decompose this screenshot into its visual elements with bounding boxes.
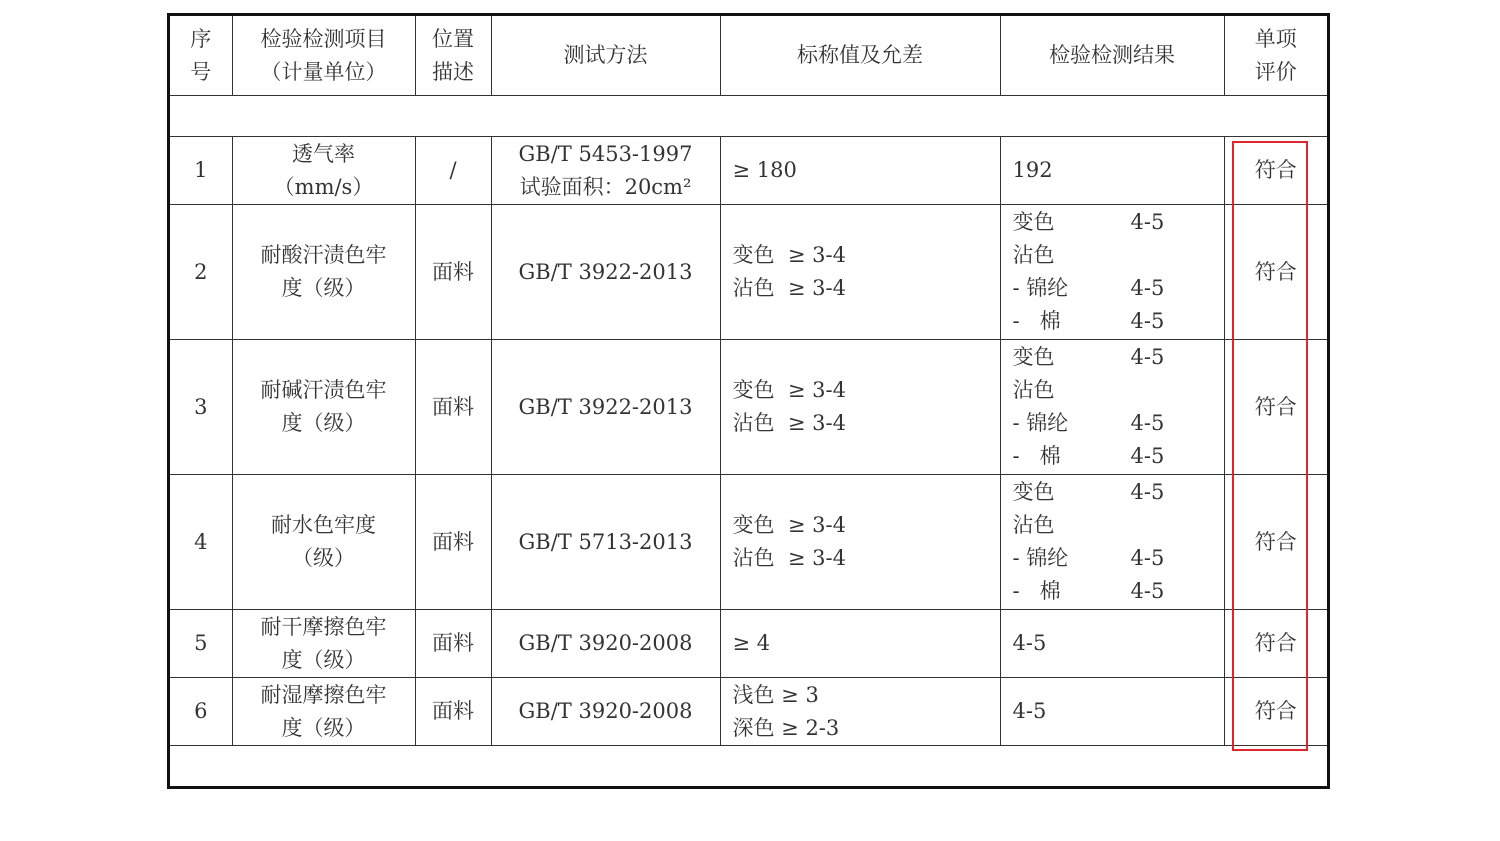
row-evaluation: 符合 bbox=[1224, 340, 1327, 475]
result-value: 4-5 bbox=[1130, 546, 1165, 570]
row-result bbox=[1000, 340, 1224, 475]
row-result: 4-5 bbox=[1000, 678, 1224, 746]
header-item: 检验检测项目 （计量单位） bbox=[232, 16, 415, 96]
table-row bbox=[170, 205, 1327, 340]
result-value: 4-5 bbox=[1130, 345, 1165, 369]
row-position: 面料 bbox=[415, 475, 491, 610]
result-label: 沾色 bbox=[1012, 378, 1055, 402]
inspection-results-table bbox=[170, 16, 1327, 746]
result-label: - 锦纶 bbox=[1012, 276, 1069, 300]
header-no: 序 号 bbox=[170, 16, 232, 96]
result-value: 4-5 bbox=[1130, 480, 1165, 504]
table-row bbox=[170, 678, 1327, 746]
table-header-row bbox=[170, 16, 1327, 96]
result-value: 4-5 bbox=[1130, 444, 1165, 468]
header-result: 检验检测结果 bbox=[1000, 16, 1224, 96]
result-label: - 锦纶 bbox=[1012, 411, 1069, 435]
row-position: 面料 bbox=[415, 610, 491, 678]
row-nominal: 变色 ≥ 3-4 沾色 ≥ 3-4 bbox=[720, 475, 1000, 610]
row-item: 耐酸汗渍色牢 度（级） bbox=[232, 205, 415, 340]
row-no: 2 bbox=[170, 205, 232, 340]
row-item: 耐碱汗渍色牢 度（级） bbox=[232, 340, 415, 475]
row-position: 面料 bbox=[415, 205, 491, 340]
result-label: - 锦纶 bbox=[1012, 546, 1069, 570]
table-row bbox=[170, 340, 1327, 475]
result-value: 4-5 bbox=[1130, 309, 1165, 333]
row-item: 耐水色牢度 （级） bbox=[232, 475, 415, 610]
blank-cell bbox=[170, 96, 1327, 137]
result-label: 沾色 bbox=[1012, 513, 1055, 537]
row-result bbox=[1000, 475, 1224, 610]
row-result: 192 bbox=[1000, 137, 1224, 205]
row-position: 面料 bbox=[415, 340, 491, 475]
row-evaluation: 符合 bbox=[1224, 205, 1327, 340]
result-value: 4-5 bbox=[1130, 210, 1165, 234]
row-nominal: 变色 ≥ 3-4 沾色 ≥ 3-4 bbox=[720, 205, 1000, 340]
result-label: - 棉 bbox=[1012, 444, 1061, 468]
row-evaluation: 符合 bbox=[1224, 475, 1327, 610]
row-method: GB/T 5453-1997 试验面积：20cm² bbox=[491, 137, 720, 205]
row-method: GB/T 3922-2013 bbox=[491, 340, 720, 475]
evaluation-highlight-box bbox=[1232, 141, 1308, 751]
row-evaluation: 符合 bbox=[1224, 137, 1327, 205]
row-no: 4 bbox=[170, 475, 232, 610]
row-item: 耐湿摩擦色牢 度（级） bbox=[232, 678, 415, 746]
row-item: 透气率 （mm/s） bbox=[232, 137, 415, 205]
row-item: 耐干摩擦色牢 度（级） bbox=[232, 610, 415, 678]
row-result bbox=[1000, 205, 1224, 340]
row-evaluation: 符合 bbox=[1224, 678, 1327, 746]
inspection-table-frame bbox=[167, 13, 1330, 789]
row-nominal: 变色 ≥ 3-4 沾色 ≥ 3-4 bbox=[720, 340, 1000, 475]
row-method: GB/T 5713-2013 bbox=[491, 475, 720, 610]
table-row bbox=[170, 475, 1327, 610]
row-position: / bbox=[415, 137, 491, 205]
row-nominal: ≥ 4 bbox=[720, 610, 1000, 678]
result-value: 4-5 bbox=[1130, 579, 1165, 603]
table-row bbox=[170, 137, 1327, 205]
result-label: - 棉 bbox=[1012, 579, 1061, 603]
result-label: - 棉 bbox=[1012, 309, 1061, 333]
header-position: 位置 描述 bbox=[415, 16, 491, 96]
blank-row bbox=[170, 96, 1327, 137]
row-evaluation: 符合 bbox=[1224, 610, 1327, 678]
header-method: 测试方法 bbox=[491, 16, 720, 96]
row-method: GB/T 3920-2008 bbox=[491, 678, 720, 746]
row-method: GB/T 3922-2013 bbox=[491, 205, 720, 340]
header-evaluation: 单项 评价 bbox=[1224, 16, 1327, 96]
result-label: 沾色 bbox=[1012, 243, 1055, 267]
result-value: 4-5 bbox=[1130, 276, 1165, 300]
result-value: 4-5 bbox=[1130, 411, 1165, 435]
row-no: 1 bbox=[170, 137, 232, 205]
row-nominal: ≥ 180 bbox=[720, 137, 1000, 205]
row-method: GB/T 3920-2008 bbox=[491, 610, 720, 678]
result-label: 变色 bbox=[1012, 210, 1055, 234]
row-result: 4-5 bbox=[1000, 610, 1224, 678]
result-label: 变色 bbox=[1012, 480, 1055, 504]
row-position: 面料 bbox=[415, 678, 491, 746]
row-no: 3 bbox=[170, 340, 232, 475]
row-no: 5 bbox=[170, 610, 232, 678]
row-nominal: 浅色 ≥ 3 深色 ≥ 2-3 bbox=[720, 678, 1000, 746]
result-label: 变色 bbox=[1012, 345, 1055, 369]
row-no: 6 bbox=[170, 678, 232, 746]
header-nominal: 标称值及允差 bbox=[720, 16, 1000, 96]
table-row bbox=[170, 610, 1327, 678]
